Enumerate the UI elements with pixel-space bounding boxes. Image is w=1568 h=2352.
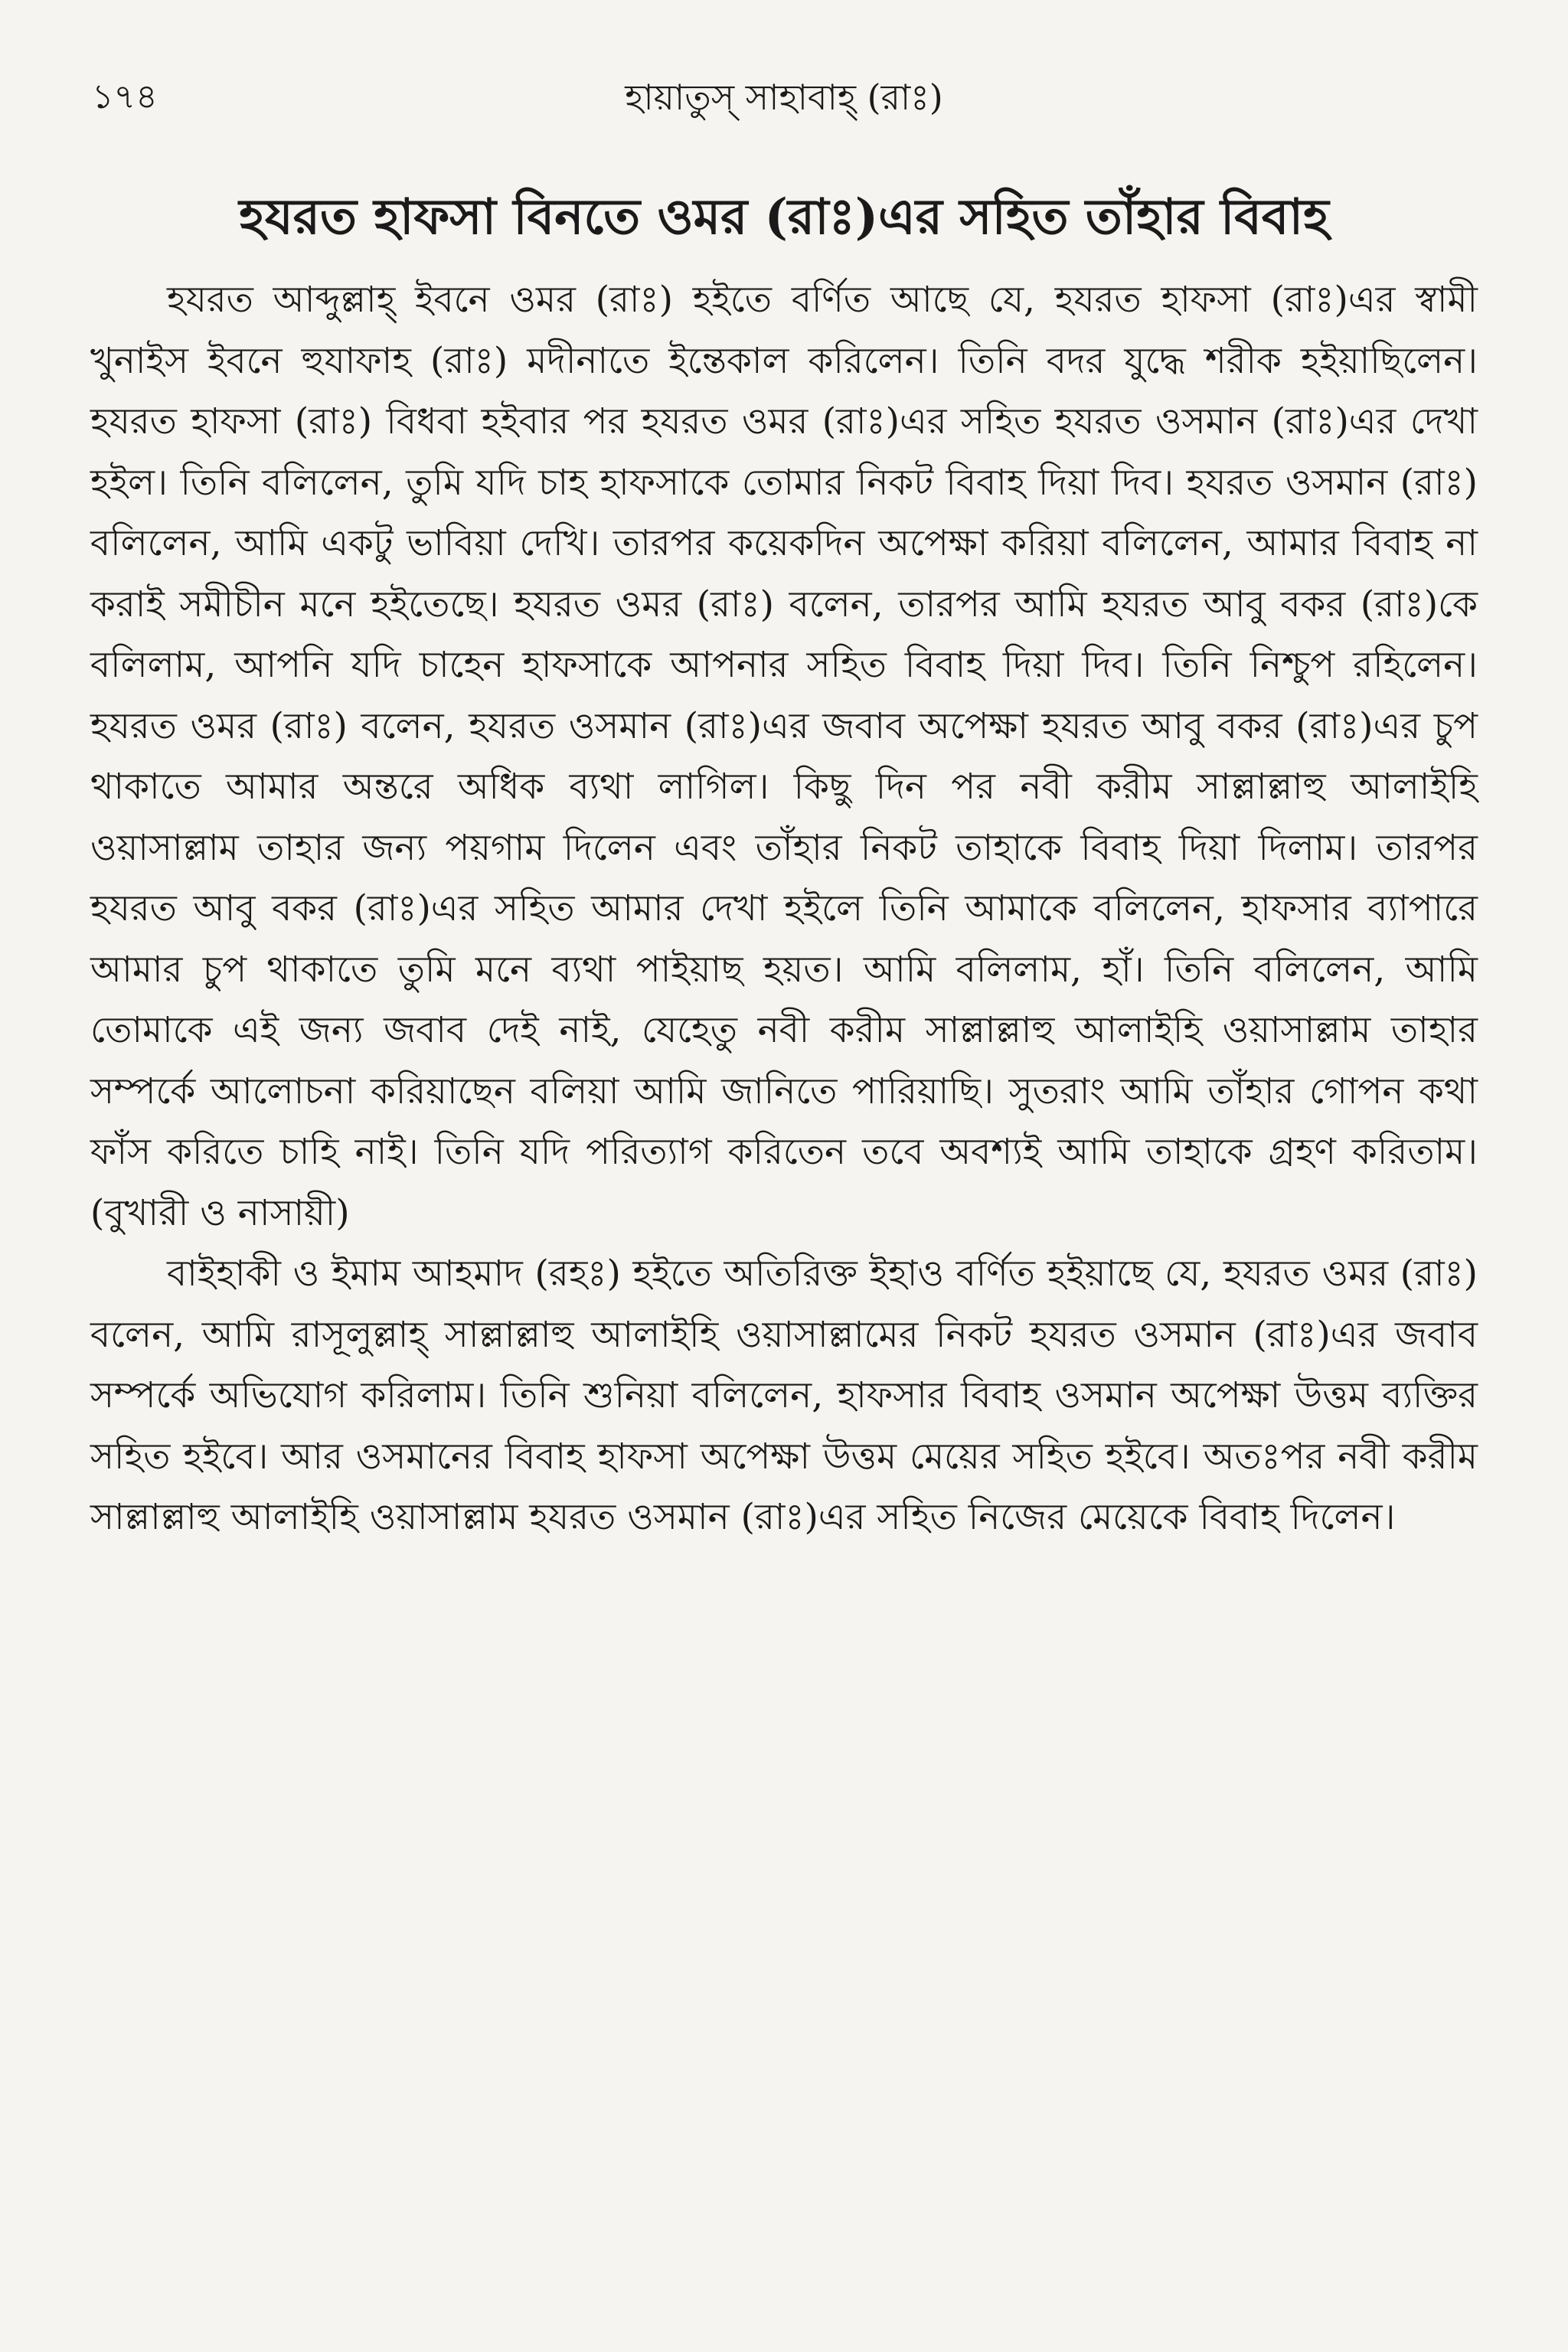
page-number: ১৭৪ — [92, 77, 158, 116]
paragraph: বাইহাকী ও ইমাম আহমাদ (রহঃ) হইতে অতিরিক্ত ইহাও বর্ণিত হইয়াছে যে, হযরত ওমর (রাঃ) বলেন, আমি রাসূলুল্লাহ্ সাল্লাল্লাহু আলাইহি ওয়াসাল্লামের নিকট হযরত ওসমান (রাঃ)এর জবাব সম্পর্কে অভিযোগ করিলাম। তিনি শুনিয়া বলিলেন, হাফসার বিবাহ ওসমান অপেক্ষা উত্তম ব্যক্তির সহিত হইবে। আর ওসমানের বিবাহ হাফসা অপেক্ষা উত্তম মেয়ের সহিত হইবে। অতঃপর নবী করীম সাল্লাল্লাহু আলাইহি ওয়াসাল্লাম হযরত ওসমান (রাঃ)এর সহিত নিজের মেয়েকে বিবাহ দিলেন। — [90, 1253, 1478, 1538]
chapter-title: হযরত হাফসা বিনতে ওমর (রাঃ)এর সহিত তাঁহার বিবাহ — [239, 188, 1329, 246]
running-title: হায়াতুস্ সাহাবাহ্ (রাঃ) — [625, 77, 943, 118]
body-text — [90, 270, 1478, 1548]
paragraph: হযরত আব্দুল্লাহ্ ইবনে ওমর (রাঃ) হইতে বর্ণিত আছে যে, হযরত হাফসা (রাঃ)এর স্বামী খুনাইস ইবনে হুযাফাহ (রাঃ) মদীনাতে ইন্তেকাল করিলেন। তিনি বদর যুদ্ধে শরীক হইয়াছিলেন। হযরত হাফসা (রাঃ) বিধবা হইবার পর হযরত ওমর (রাঃ)এর সহিত হযরত ওসমান (রাঃ)এর দেখা হইল। তিনি বলিলেন, তুমি যদি চাহ হাফসাকে তোমার নিকট বিবাহ দিয়া দিব। হযরত ওসমান (রাঃ) বলিলেন, আমি একটু ভাবিয়া দেখি। তারপর কয়েকদিন অপেক্ষা করিয়া বলিলেন, আমার বিবাহ না করাই সমীচীন মনে হইতেছে। হযরত ওমর (রাঃ) বলেন, তারপর আমি হযরত আবু বকর (রাঃ)কে বলিলাম, আপনি যদি চাহেন হাফসাকে আপনার সহিত বিবাহ দিয়া দিব। তিনি নিশ্চুপ রহিলেন। হযরত ওমর (রাঃ) বলেন, হযরত ওসমান (রাঃ)এর জবাব অপেক্ষা হযরত আবু বকর (রাঃ)এর চুপ থাকাতে আমার অন্তরে অধিক ব্যথা লাগিল। কিছু দিন পর নবী করীম সাল্লাল্লাহু আলাইহি ওয়াসাল্লাম তাহার জন্য পয়গাম দিলেন এবং তাঁহার নিকট তাহাকে বিবাহ দিয়া দিলাম। তারপর হযরত আবু বকর (রাঃ)এর সহিত আমার দেখা হইলে তিনি আমাকে বলিলেন, হাফসার ব্যাপারে আমার চুপ থাকাতে তুমি মনে ব্যথা পাইয়াছ হয়ত। আমি বলিলাম, হাঁ। তিনি বলিলেন, আমি তোমাকে এই জন্য জবাব দেই নাই, যেহেতু নবী করীম সাল্লাল্লাহু আলাইহি ওয়াসাল্লাম তাহার সম্পর্কে আলোচনা করিয়াছেন বলিয়া আমি জানিতে পারিয়াছি। সুতরাং আমি তাঁহার গোপন কথা ফাঁস করিতে চাহি নাই। তিনি যদি পরিত্যাগ করিতেন তবে অবশ্যই আমি তাহাকে গ্রহণ করিতাম। (বুখারী ও নাসায়ী) — [90, 279, 1478, 1234]
running-header — [92, 70, 1476, 124]
